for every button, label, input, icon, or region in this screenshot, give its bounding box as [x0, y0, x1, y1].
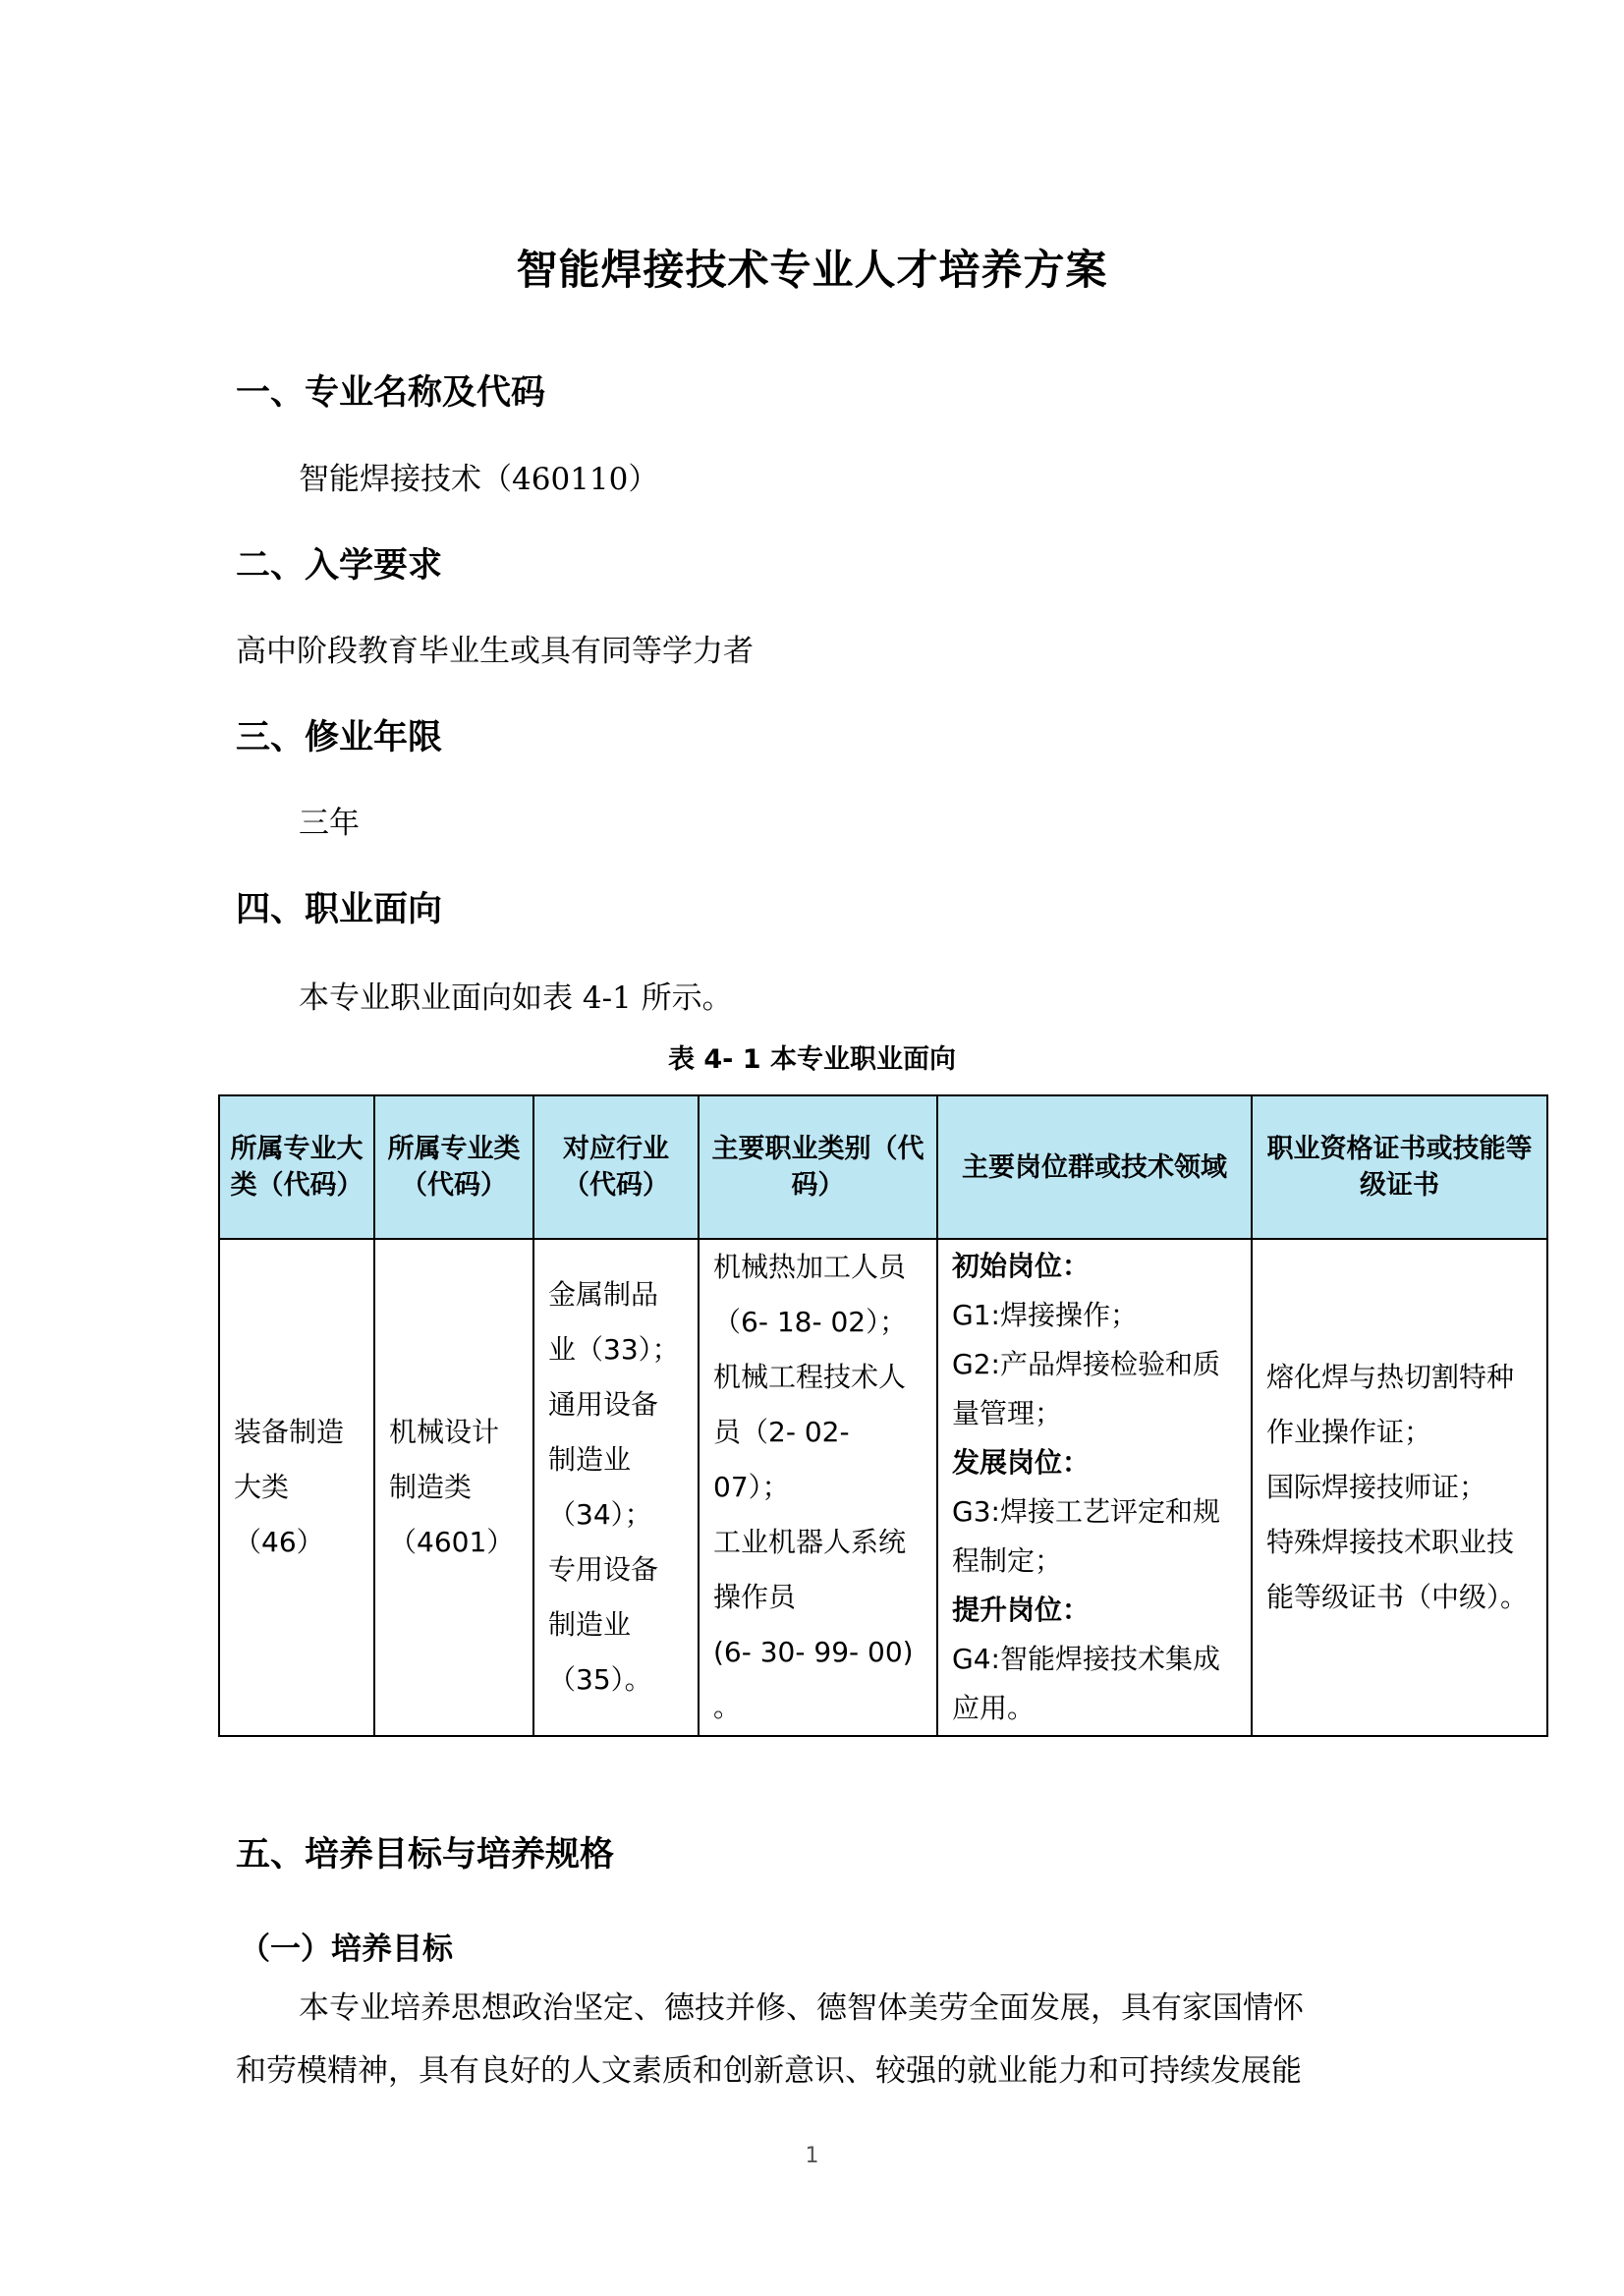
major-name-code: 智能焊接技术（460110） — [299, 462, 659, 497]
cell-line: 通用设备 — [548, 1388, 659, 1421]
cell-occupation-category — [699, 1239, 937, 1736]
cell-line: G4:智能焊接技术集成 — [952, 1643, 1220, 1675]
admission-requirement: 高中阶段教育毕业生或具有同等学力者 — [236, 634, 754, 669]
subsection-heading: （一）培养目标 — [240, 1932, 453, 1967]
promotion-position-label: 提升岗位： — [952, 1594, 1091, 1626]
section-heading-2: 二、入学要求 — [236, 546, 443, 586]
career-intro-text: 本专业职业面向如表 4-1 所示。 — [299, 980, 733, 1016]
cell-line: 员（2- 02- 07）； — [713, 1416, 850, 1503]
table-header-row — [219, 1095, 1547, 1239]
table-caption: 表 4- 1 本专业职业面向 — [668, 1044, 956, 1075]
training-goal-line-1: 本专业培养思想政治坚定、德技并修、德智体美劳全面发展，具有家国情怀 — [299, 1990, 1304, 2026]
cell-industry — [533, 1239, 699, 1736]
header-major-category: 所属专业大类（代码） — [219, 1095, 374, 1239]
cell-line: G1:焊接操作； — [952, 1299, 1138, 1331]
header-occupation-category: 主要职业类别（代码） — [699, 1095, 937, 1239]
cell-line: G2:产品焊接检验和质 — [952, 1348, 1220, 1380]
cell-line: 特殊焊接技术职业技 — [1266, 1526, 1515, 1558]
page-number: 1 — [805, 2144, 819, 2168]
study-duration: 三年 — [299, 806, 360, 841]
cell-line: 制造业 — [548, 1443, 632, 1476]
initial-position-label: 初始岗位： — [952, 1250, 1091, 1282]
cell-line: 量管理； — [952, 1397, 1063, 1429]
cell-job-group — [937, 1239, 1252, 1736]
cell-line: 制造业 — [548, 1608, 632, 1641]
cell-line: 金属制品 — [548, 1278, 659, 1311]
header-major-class: 所属专业类（代码） — [374, 1095, 533, 1239]
development-position-label: 发展岗位： — [952, 1446, 1091, 1479]
cell-line: 机械设计 — [389, 1416, 500, 1448]
cell-line: 制造类 — [389, 1471, 473, 1503]
career-orientation-table — [218, 1094, 1548, 1737]
cell-line: 操作员 — [713, 1581, 797, 1613]
section-heading-1: 一、专业名称及代码 — [236, 373, 546, 413]
cell-line: 装备制造 — [234, 1416, 345, 1448]
header-certificates: 职业资格证书或技能等级证书 — [1252, 1095, 1547, 1239]
cell-line: 大类（46） — [234, 1471, 324, 1558]
cell-certificates — [1252, 1239, 1547, 1736]
cell-line: 业（33）； — [548, 1333, 680, 1366]
cell-line: 国际焊接技师证； — [1266, 1471, 1487, 1503]
cell-line: 工业机器人系统 — [713, 1526, 907, 1558]
section-heading-3: 三、修业年限 — [236, 718, 443, 757]
cell-line: 应用。 — [952, 1692, 1036, 1724]
header-industry: 对应行业（代码） — [533, 1095, 699, 1239]
header-job-group: 主要岗位群或技术领域 — [937, 1095, 1252, 1239]
cell-major-class — [374, 1239, 533, 1736]
training-goal-line-2: 和劳模精神，具有良好的人文素质和创新意识、较强的就业能力和可持续发展能 — [236, 2053, 1302, 2089]
cell-line: G3:焊接工艺评定和规 — [952, 1495, 1220, 1528]
cell-line: 机械工程技术人 — [713, 1361, 907, 1393]
section-heading-4: 四、职业面向 — [236, 890, 443, 929]
cell-line: （4601） — [389, 1526, 515, 1558]
table-row — [219, 1239, 1547, 1736]
document-title: 智能焊接技术专业人才培养方案 — [516, 246, 1108, 294]
cell-line: 机械热加工人员 — [713, 1251, 907, 1283]
cell-line: 熔化焊与热切割特种 — [1266, 1361, 1515, 1393]
cell-line: 专用设备 — [548, 1553, 659, 1586]
cell-line: 。 — [713, 1691, 742, 1723]
cell-line: （34）； — [548, 1498, 652, 1531]
cell-line: 能等级证书（中级）。 — [1266, 1581, 1529, 1613]
cell-line: （35）。 — [548, 1663, 652, 1696]
cell-line: (6- 30- 99- 00) — [713, 1636, 914, 1668]
cell-line: 程制定； — [952, 1544, 1063, 1577]
cell-major-category — [219, 1239, 374, 1736]
cell-line: 作业操作证； — [1266, 1416, 1432, 1448]
cell-line: （6- 18- 02）； — [713, 1306, 908, 1338]
section-heading-5: 五、培养目标与培养规格 — [236, 1835, 615, 1875]
